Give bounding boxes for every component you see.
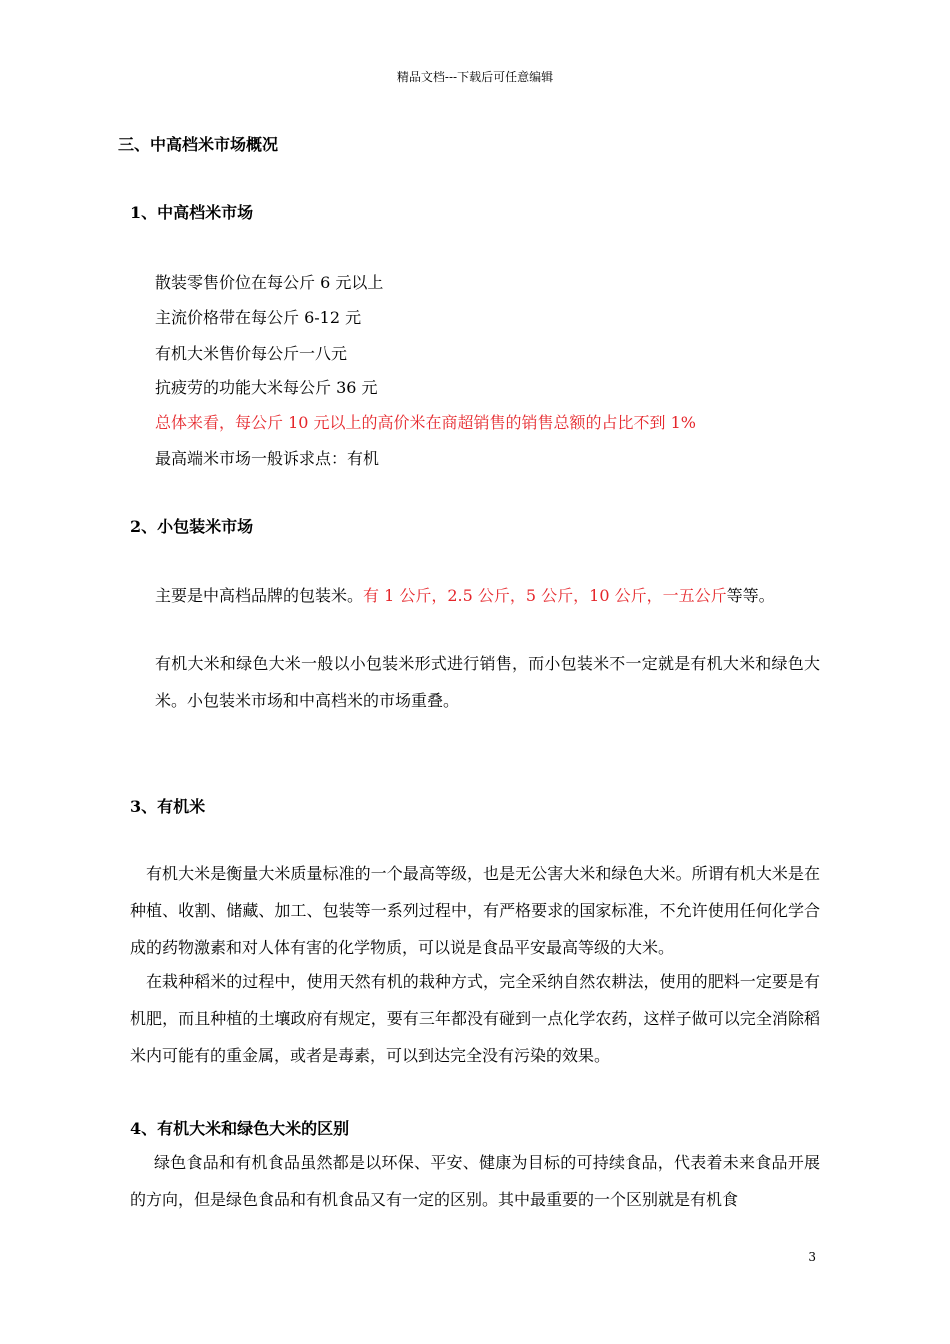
price-line-2: 主流价格带在每公斤 6-12 元 [155,308,362,327]
subsection-title-2: 2、小包装米市场 [130,517,254,536]
organic-paragraph-1: 有机大米是衡量大米质量标准的一个最高等级，也是无公害大米和绿色大米。所谓有机大米是在种植、收割、储藏、加工、包装等一系列过程中，有严格要求的国家标准，不允许使用任何化学合成的药物激素和对人体有害的化学物质，可以说是食品平安最高等级的大米。 [130,864,820,957]
price-line-1: 散装零售价位在每公斤 6 元以上 [155,273,384,292]
difference-paragraph: 绿色食品和有机食品虽然都是以环保、平安、健康为目标的可持续食品，代表着未来食品开展的方向，但是绿色食品和有机食品又有一定的区别。其中最重要的一个区别就是有机食 [130,1153,820,1209]
subsection-title-4: 4、有机大米和绿色大米的区别 [130,1119,350,1138]
page-header: 精品文档---下载后可任意编辑 [396,70,554,84]
appeal-line: 最高端米市场一般诉求点：有机 [155,449,380,468]
organic-paragraph-2: 在栽种稻米的过程中，使用天然有机的栽种方式，完全采纳自然农耕法，使用的肥料一定要是有机肥，而且种植的土壤政府有规定，要有三年都没有碰到一点化学农药，这样子做可以完全消除稻米内可能有的重金属，或者是毒素，可以到达完全没有污染的效果。 [130,972,820,1065]
page-number: 3 [808,1250,816,1264]
subsection-title-1: 1、中高档米市场 [130,203,254,222]
package-sizes: 有 1 公斤，2.5 公斤，5 公斤，10 公斤，一五公斤 [363,586,727,605]
package-paragraph [155,583,775,606]
highlight-line: 总体来看，每公斤 10 元以上的高价米在商超销售的销售总额的占比不到 1% [155,413,697,432]
package-suffix: 等等。 [726,586,775,605]
subsection-title-3: 3、有机米 [130,797,206,816]
price-line-4: 抗疲劳的功能大米每公斤 36 元 [155,378,378,397]
package-prefix: 主要是中高档品牌的包装米。 [155,586,364,605]
small-package-paragraph: 有机大米和绿色大米一般以小包装米形式进行销售，而小包装米不一定就是有机大米和绿色大米。小包装米市场和中高档米的市场重叠。 [155,654,820,710]
price-line-3: 有机大米售价每公斤一八元 [155,344,348,363]
section-title: 三、中高档米市场概况 [118,135,279,154]
